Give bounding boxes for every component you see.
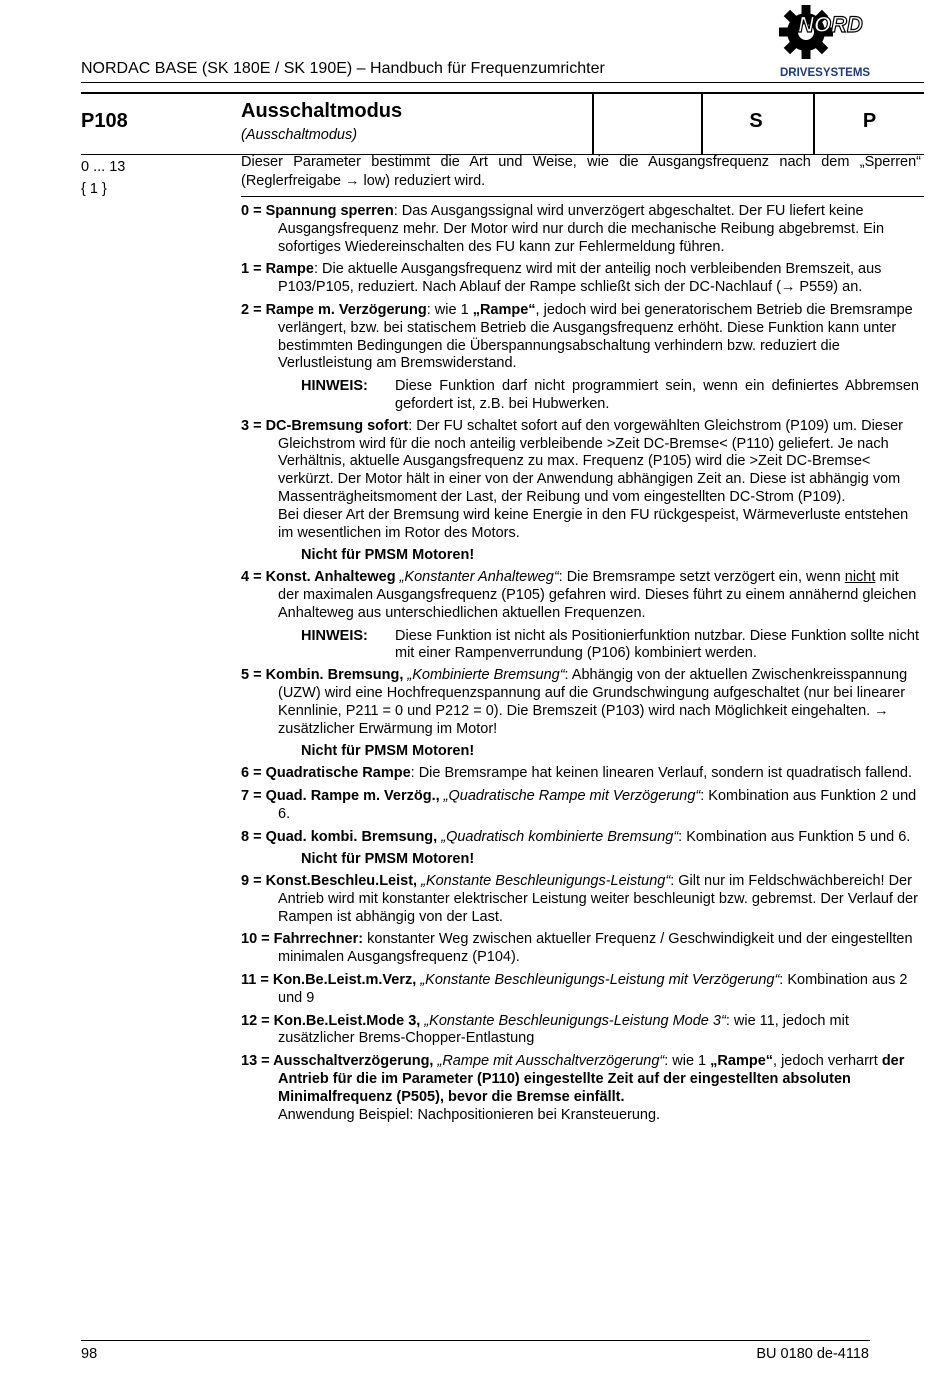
note-text: Diese Funktion darf nicht programmiert sein, wenn ein definiertes Abbremsen gefordert ist, z.B. bei Hubwerken. — [395, 378, 919, 412]
note-label: HINWEIS: — [301, 627, 368, 644]
header-title: NORDAC BASE (SK 180E / SK 190E) – Handbuch für Frequenzumrichter — [81, 60, 605, 77]
parameter-number: P108 — [81, 110, 128, 132]
parameter-name: Ausschaltmodus — [241, 100, 403, 122]
footer-rule — [81, 1340, 870, 1341]
default-value: { 1 } — [81, 181, 107, 197]
note-text: Diese Funktion ist nicht als Positionierfunktion nutzbar. Diese Funktion sollte nicht mit einer Rampenverrundung (P106) kombiniert werden. — [395, 627, 919, 662]
option-13: 13 = Ausschaltverzögerung, „Rampe mit Ausschaltverzögerung“: wie 1 „Rampe“, jedoch verharrt der Antrieb für die im Parameter (P110) eingestellte Zeit auf der eingestellten absoluten Minimalfrequenz (P505), bevor die Bremse einfällt. Anwendung Beispiel: Nachpositionieren bei Kransteuerung. — [241, 1053, 905, 1123]
option-3: 3 = DC-Bremsung sofort: Der FU schaltet sofort auf den vorgewählten Gleichstrom (P109) um. Dieser Gleichstrom wird für die noch anteilig verbleibende >Zeit DC-Bremse< (P110) geliefert. Je nach Verhältnis, aktuelle Ausgangsfrequenz zu max. Frequenz (P105) wird die >Zeit DC-Bremse< verkürzt. Der Motor hält in einer von der Anwendung abhängigen Zeit an. Diese ist abhängig vom Massenträgheitsmoment der Last, der Reibung und vom eingestellten DC-Strom (P109). Bei dieser Art der Bremsung wird keine Energie in den FU rückgespeist, Wärmeverluste entstehen im wesentlichen im Rotor des Motors. — [241, 417, 909, 541]
column-s: S — [749, 110, 763, 132]
warning-option-8: Nicht für PMSM Motoren! — [301, 851, 475, 868]
nord-logo — [776, 2, 876, 80]
page-number: 98 — [81, 1346, 98, 1362]
option-0: 0 = Spannung sperren: Das Ausgangssignal wird unverzögert abgeschaltet. Der FU liefert keine Ausgangsfrequenz mehr. Der Motor wird nur durch die mechanische Reibung abgebremst. Ein sofortiges Wiedereinschalten des FU kann zur Fehlermeldung führen. — [241, 203, 885, 255]
header-rule — [81, 82, 924, 83]
warning-option-5: Nicht für PMSM Motoren! — [301, 743, 475, 760]
option-6: 6 = Quadratische Rampe: Die Bremsrampe hat keinen linearen Verlauf, sondern ist quadratisch fallend. — [241, 765, 912, 782]
option-9: 9 = Konst.Beschleu.Leist, „Konstante Beschleunigungs-Leistung“: Gilt nur im Feldschwächbereich! Der Antrieb wird mit konstanter elektrischer Leistung weiter beschleunigt bzw. gebremst. Der Verlauf der Rampen ist abhängig von der Last. — [241, 873, 918, 925]
option-12: 12 = Kon.Be.Leist.Mode 3, „Konstante Beschleunigungs-Leistung Mode 3“: wie 11, jedoch mit zusätzlicher Brems-Chopper-Entlastung — [241, 1012, 849, 1047]
parameter-header-table — [81, 92, 924, 155]
column-divider — [592, 94, 594, 154]
option-10: 10 = Fahrrechner: konstanter Weg zwischen aktueller Frequenz / Geschwindigkeit und der eingestellten minimalen Ausgangsfrequenz (P104). — [241, 931, 913, 966]
intro-rule — [241, 196, 924, 197]
option-7: 7 = Quad. Rampe m. Verzög., „Quadratische Rampe mit Verzögerung“: Kombination aus Funktion 2 und 6. — [241, 787, 917, 822]
options-list — [241, 203, 919, 1129]
column-p: P — [862, 110, 877, 132]
warning-option-3: Nicht für PMSM Motoren! — [301, 547, 475, 564]
option-2: 2 = Rampe m. Verzögerung: wie 1 „Rampe“, jedoch wird bei generatorischem Betrieb die Bremsrampe verlängert, bzw. bei statischem Betrieb die Ausgangsfrequenz erhöht. Diese Funktion kann unter bestimmten Bedingungen die Überspannungsabschaltung verhindern bzw. reduziert die Verlustleistung am Bremswiderstand. — [241, 301, 913, 372]
option-8: 8 = Quad. kombi. Bremsung, „Quadratisch kombinierte Bremsung“: Kombination aus Funktion 5 und 6. — [241, 828, 911, 845]
option-11: 11 = Kon.Be.Leist.m.Verz, „Konstante Beschleunigungs-Leistung mit Verzögerung“: Kombination aus 2 und 9 — [241, 972, 908, 1006]
parameter-subname: (Ausschaltmodus) — [241, 127, 358, 143]
logo-text: NORD — [798, 12, 863, 37]
logo-subtext: DRIVESYSTEMS — [780, 67, 871, 79]
note-option-2 — [301, 378, 919, 414]
document-number: BU 0180 de-4118 — [756, 1346, 869, 1362]
parameter-intro: Dieser Parameter bestimmt die Art und Weise, wie die Ausgangsfrequenz nach dem „Sperren“ (Reglerfreigabe → low) reduziert wird. — [241, 154, 921, 189]
parameter-range — [81, 156, 125, 200]
value-range: 0 ... 13 — [81, 159, 126, 175]
option-5: 5 = Kombin. Bremsung, „Kombinierte Bremsung“: Abhängig von der aktuellen Zwischenkreisspannung (UZW) wird eine Hochfrequenzspannung auf die Grundschwingung aufgeschaltet (nur bei linearer Kennlinie, P211 = 0 und P212 = 0). Die Bremszeit (P103) wird nach Möglichkeit eingehalten. → zusätzlicher Erwärmung im Motor! — [241, 667, 908, 737]
option-4: 4 = Konst. Anhalteweg „Konstanter Anhalteweg“: Die Bremsrampe setzt verzögert ein, wenn nicht mit der maximalen Ausgangsfrequenz (P105) gefahren wird. Dieses führt zu einem annähernd gleichen Anhalteweg aus unterschiedlichen aktuellen Frequenzen. — [241, 569, 917, 621]
note-option-4 — [301, 628, 919, 664]
option-1: 1 = Rampe: Die aktuelle Ausgangsfrequenz wird mit der anteilig noch verbleibenden Bremszeit, aus P103/P105, reduziert. Nach Ablauf der Rampe schließt sich der DC-Nachlauf (→ P559) an. — [241, 261, 882, 296]
note-label: HINWEIS: — [301, 378, 368, 395]
